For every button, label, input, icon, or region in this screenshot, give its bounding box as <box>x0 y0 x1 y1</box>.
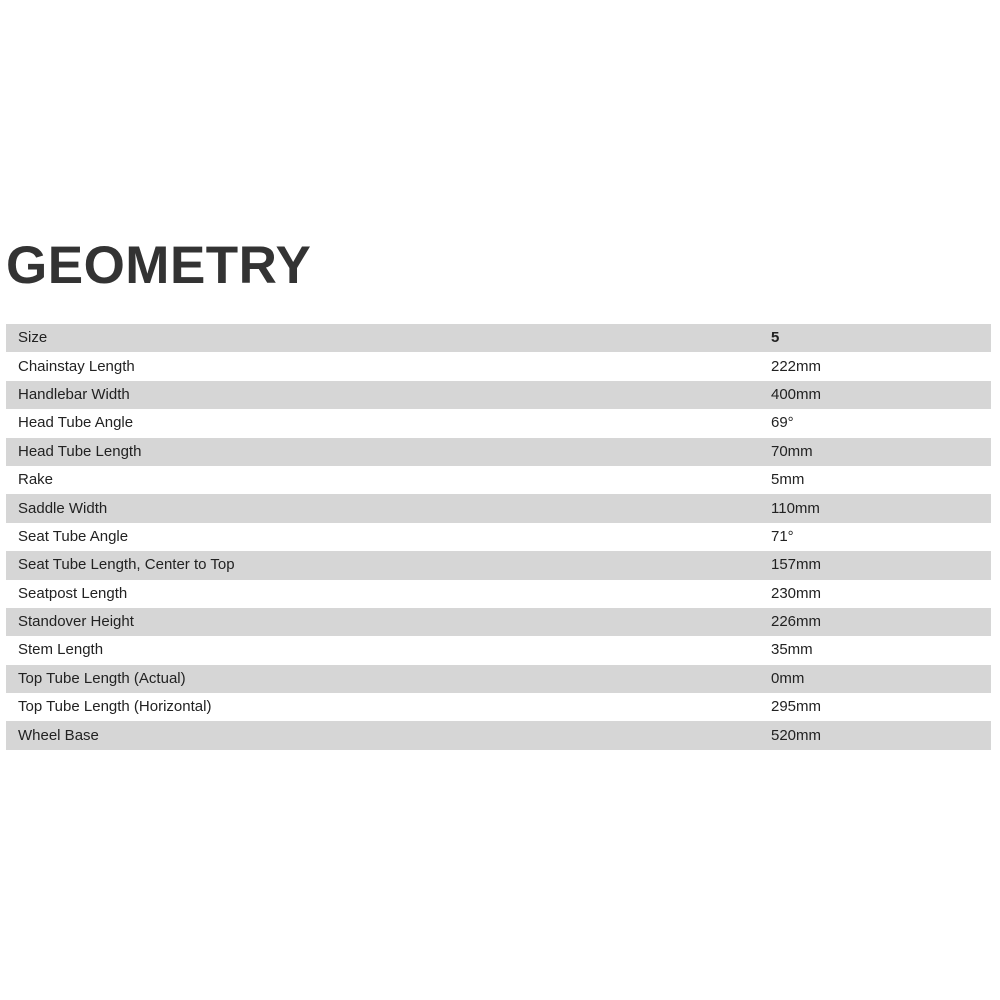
table-row <box>6 409 991 437</box>
row-label: Head Tube Length <box>6 438 771 466</box>
row-value: 70mm <box>771 438 991 466</box>
row-value: 226mm <box>771 608 991 636</box>
table-row <box>6 494 991 522</box>
row-label: Seat Tube Length, Center to Top <box>6 551 771 579</box>
row-label: Saddle Width <box>6 494 771 522</box>
row-value: 400mm <box>771 381 991 409</box>
size-value: 5 <box>771 324 991 352</box>
table-row <box>6 381 991 409</box>
row-value: 5mm <box>771 471 805 489</box>
row-label: Seatpost Length <box>18 584 128 602</box>
table-header-row <box>6 324 991 352</box>
table-row <box>6 721 991 749</box>
row-label: Rake <box>18 471 54 489</box>
row-label: Handlebar Width <box>6 381 771 409</box>
row-value: 295mm <box>771 698 822 716</box>
page-title: GEOMETRY <box>6 236 312 295</box>
table-row <box>6 580 991 608</box>
row-label: Head Tube Angle <box>18 414 134 432</box>
row-value: 69° <box>771 414 794 432</box>
geometry-table-body <box>6 324 991 750</box>
row-value: 520mm <box>771 721 991 749</box>
row-value: 110mm <box>771 494 991 522</box>
row-label: Chainstay Length <box>18 357 135 375</box>
row-value: 230mm <box>771 584 822 602</box>
row-label: Seat Tube Angle <box>18 527 129 545</box>
row-value: 35mm <box>771 641 813 659</box>
table-row <box>6 551 991 579</box>
table-row <box>6 636 991 664</box>
row-label: Stem Length <box>18 641 104 659</box>
row-value: 0mm <box>771 665 991 693</box>
row-value: 71° <box>771 527 794 545</box>
table-row <box>6 693 991 721</box>
row-label: Top Tube Length (Actual) <box>6 665 771 693</box>
table-row <box>6 352 991 380</box>
row-label: Standover Height <box>6 608 771 636</box>
table-row <box>6 438 991 466</box>
row-label: Top Tube Length (Horizontal) <box>18 698 212 716</box>
geometry-table <box>6 324 991 750</box>
row-label: Wheel Base <box>6 721 771 749</box>
size-label: Size <box>6 324 771 352</box>
table-row <box>6 665 991 693</box>
table-row <box>6 608 991 636</box>
row-value: 222mm <box>771 357 822 375</box>
table-row <box>6 466 991 494</box>
table-row <box>6 523 991 551</box>
row-value: 157mm <box>771 551 991 579</box>
